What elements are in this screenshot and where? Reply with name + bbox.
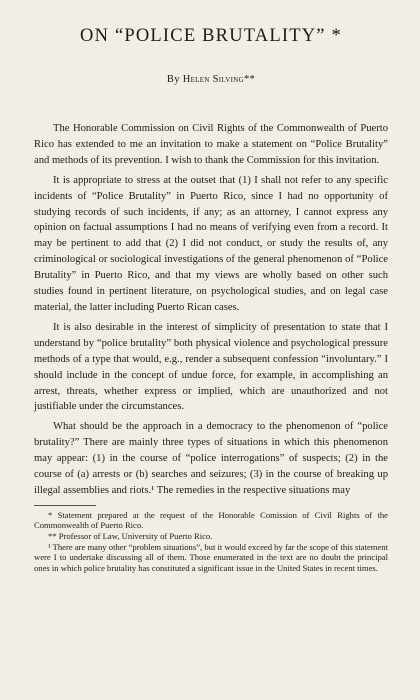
footnote-1: ¹ There are many other “problem situations”, but it would exceed by far the scope of this statement were I to undertake discussing all of them. Those enumerated in the text are no doubt the principal ones in which police brutality has constituted a significant issue in the United States in recent times. (34, 541, 388, 573)
paragraph-2: It is appropriate to stress at the outset that (1) I shall not refer to any specific incidents of “Police Brutality” in Puerto Rico, since I had no opportunity of studying records of such incidents, if any; as an attorney, I cannot express any opinion on factual assumptions I had no means of verifying even from a record. It may be pertinent to add that (2) I did not conduct, or study the results of, any criminological or sociological investigations of the general phenomenon of “Police Brutality” in Puerto Rico, and that my views are wholly based on other such studies found in pertinent literature, on psychological studies, and on legal case material, the latter including Puerto Rican cases. (34, 174, 388, 313)
footnotes (34, 510, 388, 574)
author-name: Helen Silving (182, 74, 244, 85)
paragraph-4: What should be the approach in a democracy to the phenomenon of “police brutality?” There are mainly three types of situations in which this phenomenon may appear: (1) in the course of “police interrogations” of suspects; (2) in the course of (a) arrests or (b) searches and seizures; (3) in the course of breaking up illegal assemblies and riots.¹ The remedies in the respective situations may (34, 421, 388, 496)
paragraph-1: The Honorable Commission on Civil Rights of the Commonwealth of Puerto Rico has extended to me an invitation to make a statement on “Police Brutality” and methods of its prevention. I wish to thank the Commission for this invitation. (34, 123, 388, 166)
footnote-statement: * Statement prepared at the request of the Honorable Comission of Civil Rights of the Commonwealth of Puerto Rico. (34, 509, 388, 531)
author-footnote-mark: ** (243, 74, 256, 85)
paragraph-3: It is also desirable in the interest of simplicity of presentation to state that I understand by “police brutality” both physical violence and psychological pressure methods of a type that would, e.g., render a subsequent confession “involuntary.” I should include in the concept of undue force, for example, in accomplishing an arrest, threats, whether express or implied, which are unauthorized and not justifiable under the circumstances. (34, 321, 388, 413)
byline (34, 74, 388, 85)
article-body (34, 121, 388, 499)
byline-prefix: By (166, 74, 183, 85)
footnote-divider (34, 505, 96, 506)
footnote-author: ** Professor of Law, University of Puerto Rico. (48, 531, 213, 542)
article-title: ON “POLICE BRUTALITY” * (80, 26, 342, 46)
